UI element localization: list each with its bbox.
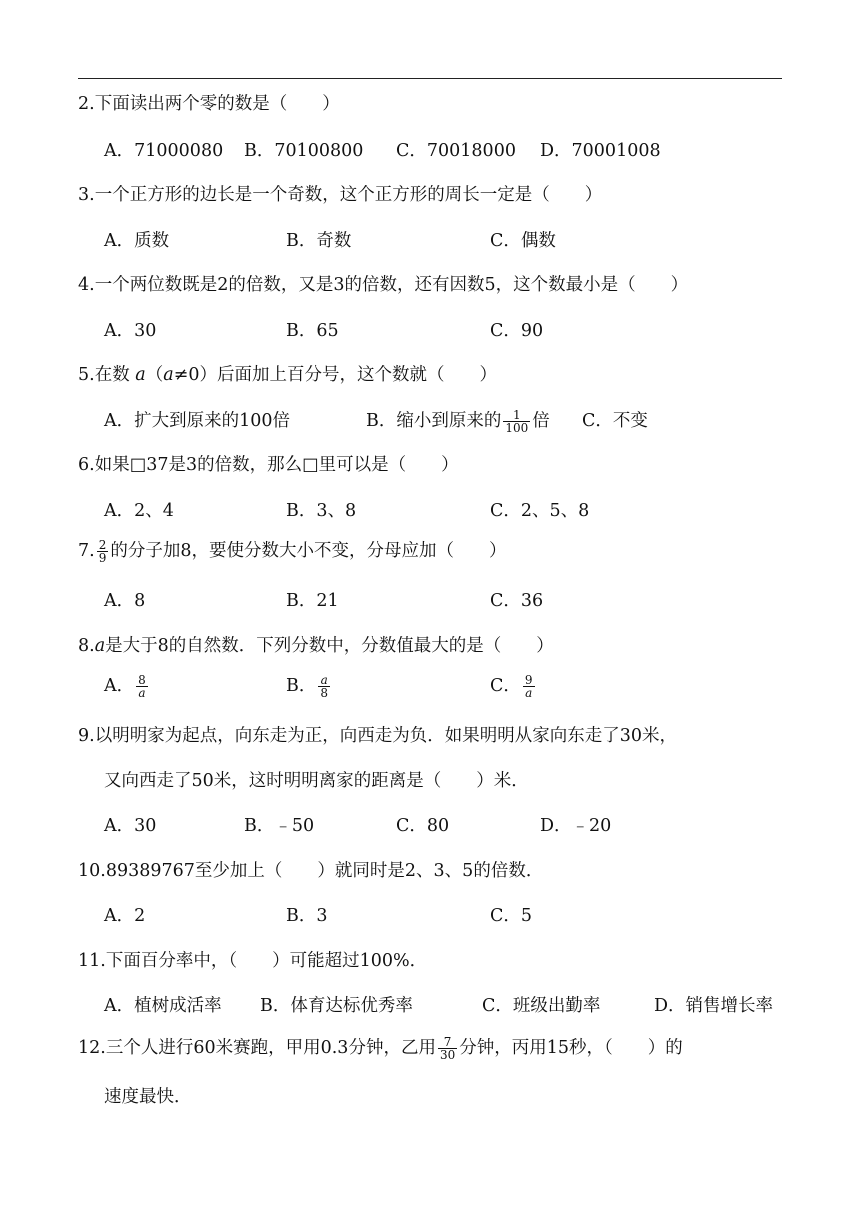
fraction (438, 1036, 457, 1061)
question-number: 9. (78, 726, 95, 746)
fraction-denominator: a (138, 686, 146, 700)
option-c[interactable] (490, 674, 537, 699)
fraction (318, 674, 330, 699)
question-text: 下面百分率中，（ ）可能超过100%． (105, 951, 428, 971)
question-text: 如果□37是3的倍数，那么□里可以是（ ） (94, 455, 459, 475)
question-4 (78, 273, 688, 297)
question-9 (78, 724, 677, 748)
option-a[interactable]: A．扩大到原来的100倍 (104, 411, 291, 431)
question-6 (78, 453, 459, 477)
fraction (97, 539, 109, 564)
question-number: 11. (78, 951, 106, 971)
options-q8 (104, 674, 784, 708)
option-c[interactable]: C．5 (490, 906, 533, 926)
fraction-denominator: 30 (439, 1048, 456, 1062)
question-number: 2. (78, 94, 95, 114)
option-c[interactable]: C．70018000 (396, 141, 516, 161)
question-number: 3. (78, 185, 95, 205)
option-b[interactable]: B．﹣50 (244, 816, 315, 836)
option-a[interactable]: A．2、4 (104, 501, 174, 521)
question-8 (78, 634, 554, 658)
option-b[interactable]: B．70100800 (244, 141, 364, 161)
option-a[interactable]: A．质数 (104, 231, 170, 251)
variable-a: a (135, 365, 146, 385)
option-label: B． (286, 676, 317, 696)
fraction (136, 674, 148, 699)
option-b[interactable] (286, 674, 332, 699)
question-text: 一个正方形的边长是一个奇数，这个正方形的周长一定是（ ） (94, 185, 603, 205)
option-d[interactable]: D．70001008 (540, 141, 661, 161)
question-text: 的分子加8，要使分数大小不变，分母应加（ ） (110, 541, 507, 561)
question-text: 以明明家为起点，向东走为正，向西走为负．如果明明从家向东走了30米， (94, 726, 677, 746)
question-9-continued: 又向西走了50米，这时明明离家的距离是（ ）米． (104, 771, 529, 791)
option-a[interactable]: A．植树成活率 (104, 996, 222, 1016)
question-text-part: （ (145, 365, 164, 385)
option-d[interactable]: D．﹣20 (540, 816, 612, 836)
question-text-part: 分钟，丙用15秒，（ ）的 (459, 1038, 683, 1058)
question-text-part: 三个人进行60米赛跑，甲用0.3分钟，乙用 (105, 1038, 436, 1058)
fraction-denominator: a (525, 686, 533, 700)
fraction-numerator: 1 (503, 409, 530, 422)
option-label: C． (490, 676, 521, 696)
option-b[interactable]: B．3、8 (286, 501, 357, 521)
option-c[interactable]: C．36 (490, 591, 544, 611)
question-number: 6. (78, 455, 95, 475)
question-text: 89389767至少加上（ ）就同时是2、3、5的倍数． (105, 861, 544, 881)
option-c[interactable]: C．班级出勤率 (482, 996, 601, 1016)
option-b[interactable]: B．3 (286, 906, 328, 926)
option-c[interactable]: C．90 (490, 321, 544, 341)
question-number: 8. (78, 636, 95, 656)
variable-a: a (163, 365, 174, 385)
option-b-text: B．缩小到原来的 (366, 411, 502, 431)
option-c[interactable]: C．2、5、8 (490, 501, 590, 521)
question-3 (78, 183, 602, 207)
question-10 (78, 859, 543, 883)
fraction-numerator: 8 (138, 673, 146, 687)
option-b[interactable]: B．65 (286, 321, 339, 341)
question-number: 5. (78, 365, 95, 385)
option-c[interactable]: C．偶数 (490, 231, 556, 251)
question-number: 4. (78, 275, 95, 295)
fraction-numerator: 9 (524, 673, 533, 687)
fraction-numerator: 2 (98, 538, 107, 552)
question-number: 7. (78, 541, 95, 561)
question-12 (78, 1036, 782, 1066)
option-b-suffix: 倍 (532, 411, 550, 431)
option-b[interactable]: B．体育达标优秀率 (260, 996, 413, 1016)
question-2 (78, 92, 340, 116)
question-7 (78, 539, 506, 569)
option-label: A． (104, 676, 135, 696)
question-text-part: 在数 (94, 365, 130, 385)
option-c[interactable]: C．80 (396, 816, 450, 836)
variable-a: a (94, 636, 106, 656)
question-text: 下面读出两个零的数是（ ） (94, 94, 340, 114)
option-c[interactable]: C．不变 (582, 411, 648, 431)
option-a[interactable] (104, 674, 150, 699)
option-a[interactable]: A．30 (104, 321, 157, 341)
fraction-numerator: a (318, 674, 330, 687)
fraction (503, 409, 530, 434)
option-b[interactable] (366, 409, 550, 434)
option-a[interactable]: A．71000080 (104, 141, 224, 161)
fraction (523, 674, 535, 699)
option-b[interactable]: B．21 (286, 591, 339, 611)
question-text-part: ≠0）后面加上百分号，这个数就（ ） (173, 365, 497, 385)
question-11 (78, 949, 427, 973)
question-number: 12. (78, 1038, 106, 1058)
question-text: 一个两位数既是2的倍数，又是3的倍数，还有因数5，这个数最小是（ ） (94, 275, 689, 295)
question-number: 10. (78, 861, 106, 881)
question-12-continued: 速度最快． (104, 1087, 192, 1107)
fraction-denominator: 8 (320, 686, 329, 700)
question-text: 是大于8的自然数．下列分数中，分数值最大的是（ ） (105, 636, 554, 656)
option-a[interactable]: A．8 (104, 591, 146, 611)
option-b[interactable]: B．奇数 (286, 231, 352, 251)
fraction-denominator: 100 (505, 421, 529, 435)
fraction-denominator: 9 (98, 551, 107, 565)
option-a[interactable]: A．2 (104, 906, 146, 926)
fraction-numerator: 7 (438, 1036, 457, 1049)
option-d[interactable]: D．销售增长率 (654, 996, 774, 1016)
question-5 (78, 363, 497, 387)
top-rule (78, 78, 782, 79)
options-q5 (104, 406, 784, 436)
option-a[interactable]: A．30 (104, 816, 157, 836)
